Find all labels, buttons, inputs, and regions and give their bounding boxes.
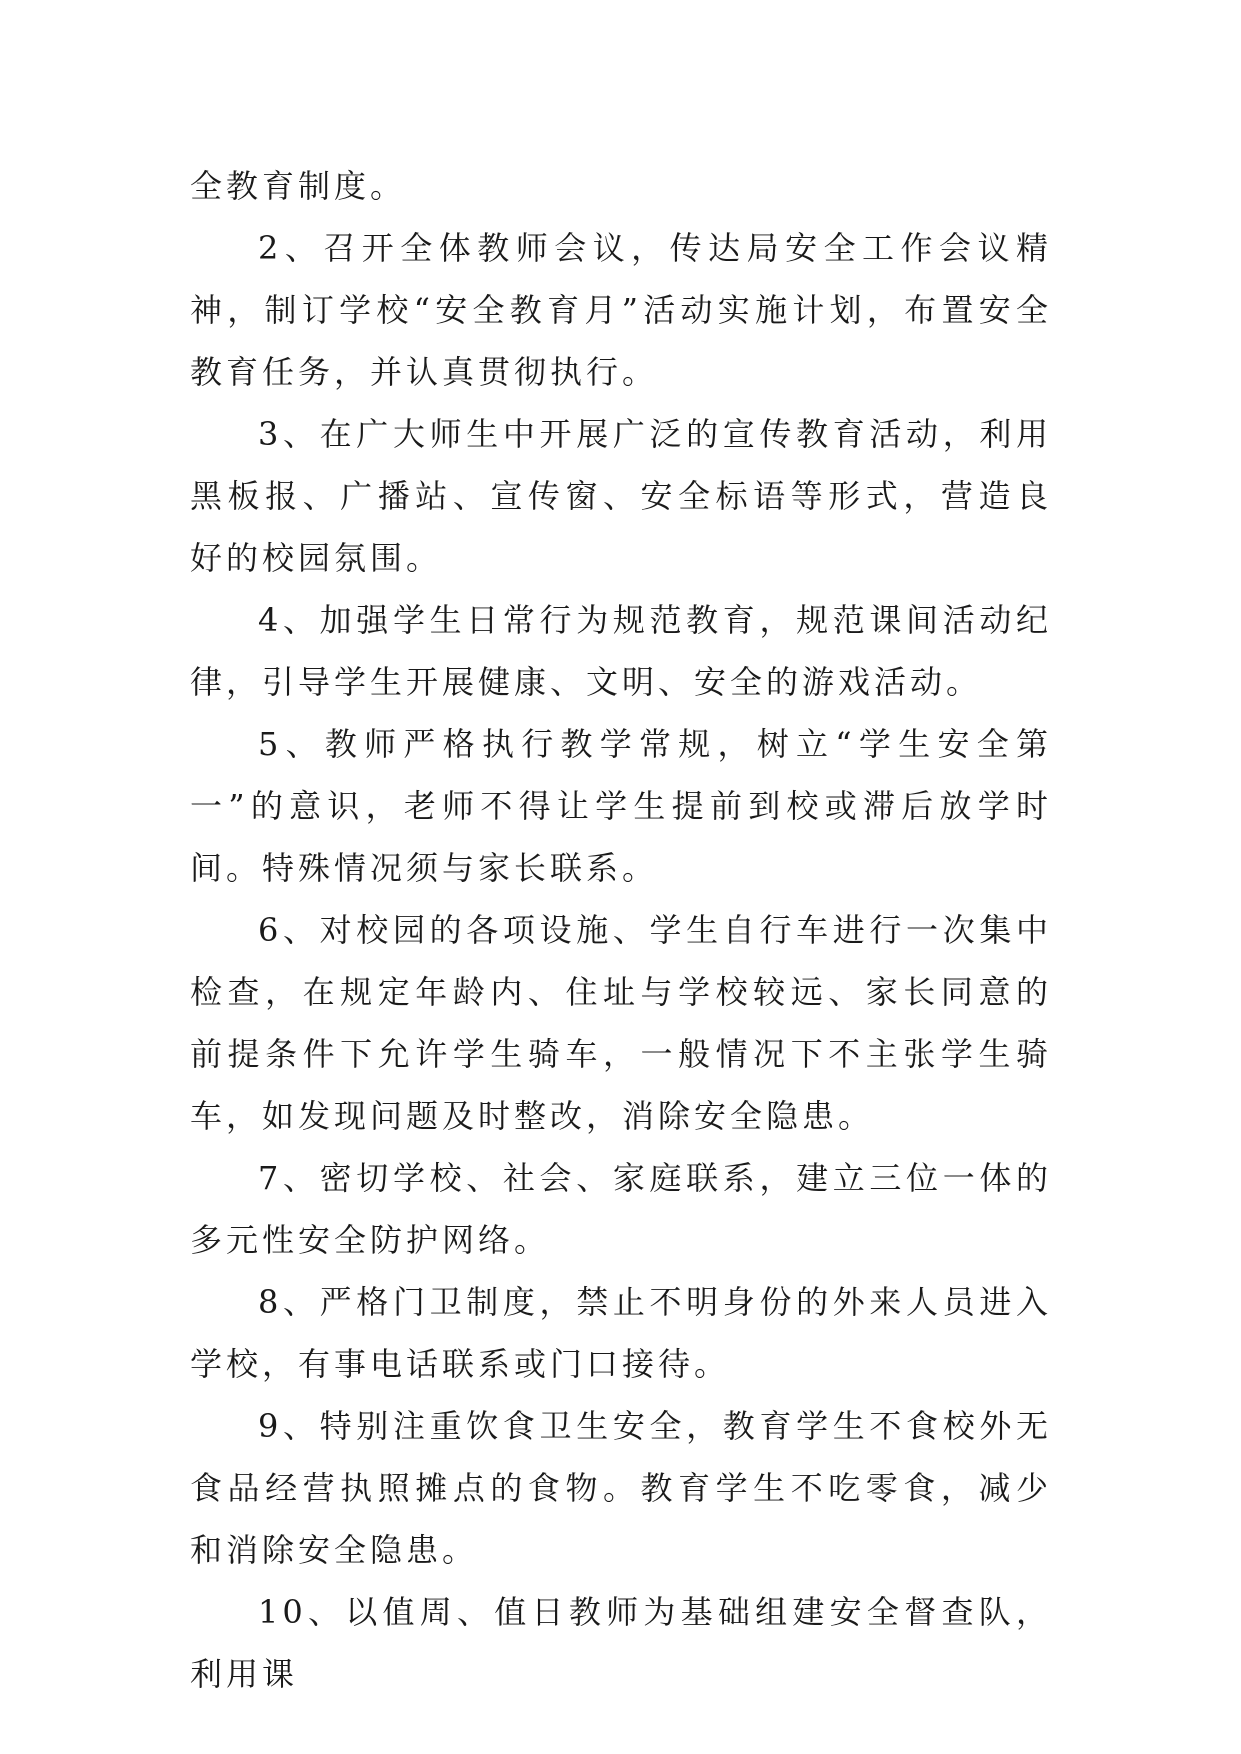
paragraph-item-10: 10、以值周、值日教师为基础组建安全督查队，利用课: [190, 1593, 1052, 1693]
paragraph-item-4: 4、加强学生日常行为规范教育，规范课间活动纪律，引导学生开展健康、文明、安全的游戏活动。: [190, 601, 1052, 701]
paragraph-item-7: 7、密切学校、社会、家庭联系，建立三位一体的多元性安全防护网络。: [190, 1159, 1052, 1259]
paragraph-continuation: 全教育制度。: [190, 167, 407, 205]
paragraph-item-8: 8、严格门卫制度，禁止不明身份的外来人员进入学校，有事电话联系或门口接待。: [190, 1283, 1052, 1383]
paragraph-item-5: 5、教师严格执行教学常规，树立“学生安全第一”的意识，老师不得让学生提前到校或滞后放学时间。特殊情况须与家长联系。: [190, 725, 1052, 887]
paragraph-item-3: 3、在广大师生中开展广泛的宣传教育活动，利用黑板报、广播站、宣传窗、安全标语等形式，营造良好的校园氛围。: [190, 415, 1052, 577]
document-body: [190, 155, 1052, 1705]
paragraph-item-6: 6、对校园的各项设施、学生自行车进行一次集中检查，在规定年龄内、住址与学校较远、家长同意的前提条件下允许学生骑车，一般情况下不主张学生骑车，如发现问题及时整改，消除安全隐患。: [190, 911, 1052, 1135]
paragraph-item-2: 2、召开全体教师会议，传达局安全工作会议精神，制订学校“安全教育月”活动实施计划，布置安全教育任务，并认真贯彻执行。: [190, 229, 1052, 391]
paragraph-item-9: 9、特别注重饮食卫生安全，教育学生不食校外无食品经营执照摊点的食物。教育学生不吃零食，减少和消除安全隐患。: [190, 1407, 1052, 1569]
